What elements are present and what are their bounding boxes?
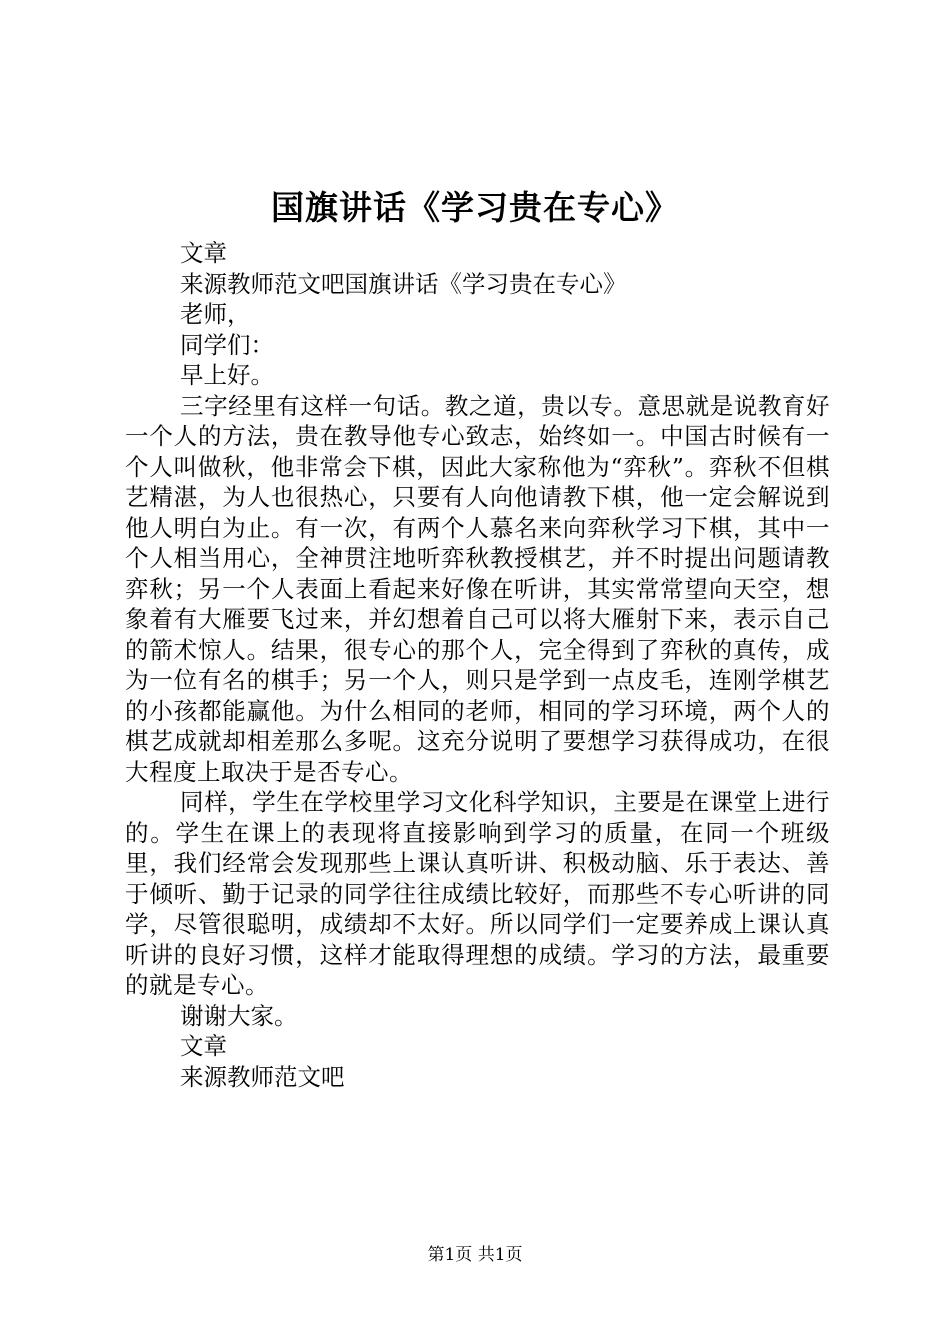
document-title: 国旗讲话《学习贵在专心》 — [271, 188, 679, 227]
paragraph-story: 三字经里有这样一句话。教之道，贵以专。意思就是说教育好一个人的方法，贵在教导他专心致志，始终如一。中国古时候有一个人叫做秋，他非常会下棋，因此大家称他为“弈秋”。弈秋不但棋艺精湛，为人也很热心，只要有人向他请教下棋，他一定会解说到他人明白为止。有一次，有两个人慕名来向弈秋学习下棋，其中一个人相当用心，全神贯注地听弈秋教授棋艺，并不时提出问题请教弈秋；另一个人表面上看起来好像在听讲，其实常常望向天空，想象着有大雁要飞过来，并幻想着自己可以将大雁射下来，表示自己的箭术惊人。结果，很专心的那个人，完全得到了弈秋的真传，成为一位有名的棋手；另一个人，则只是学到一点皮毛，连刚学棋艺的小孩都能赢他。为什么相同的老师，相同的学习环境，两个人的棋艺成就却相差那么多呢。这充分说明了要想学习获得成功，在很大程度上取决于是否专心。 — [125, 391, 830, 786]
text-line-source: 来源教师范文吧国旗讲话《学习贵在专心》 — [180, 269, 627, 298]
document-body — [125, 238, 830, 1092]
paragraph-conclusion: 同样，学生在学校里学习文化科学知识，主要是在课堂上进行的。学生在课上的表现将直接影响到学习的质量，在同一个班级里，我们经常会发现那些上课认真听讲、积极动脑、乐于表达、善于倾听、勤于记录的同学往往成绩比较好，而那些不专心听讲的同学，尽管很聪明，成绩却不太好。所以同学们一定要养成上课认真听讲的良好习惯，这样才能取得理想的成绩。学习的方法，最重要的就是专心。 — [125, 788, 830, 999]
text-line-salutation-teachers: 老师， — [180, 300, 251, 328]
text-line-source-label: 文章 — [180, 239, 227, 267]
text-line-thanks: 谢谢大家。 — [180, 1001, 298, 1030]
text-line-source-label-end: 文章 — [180, 1032, 227, 1060]
text-line-greeting: 早上好。 — [180, 361, 274, 389]
page-footer: 第1页 共1页 — [427, 1245, 523, 1265]
text-line-salutation-students: 同学们： — [180, 330, 274, 359]
text-line-source-end: 来源教师范文吧 — [180, 1062, 345, 1091]
